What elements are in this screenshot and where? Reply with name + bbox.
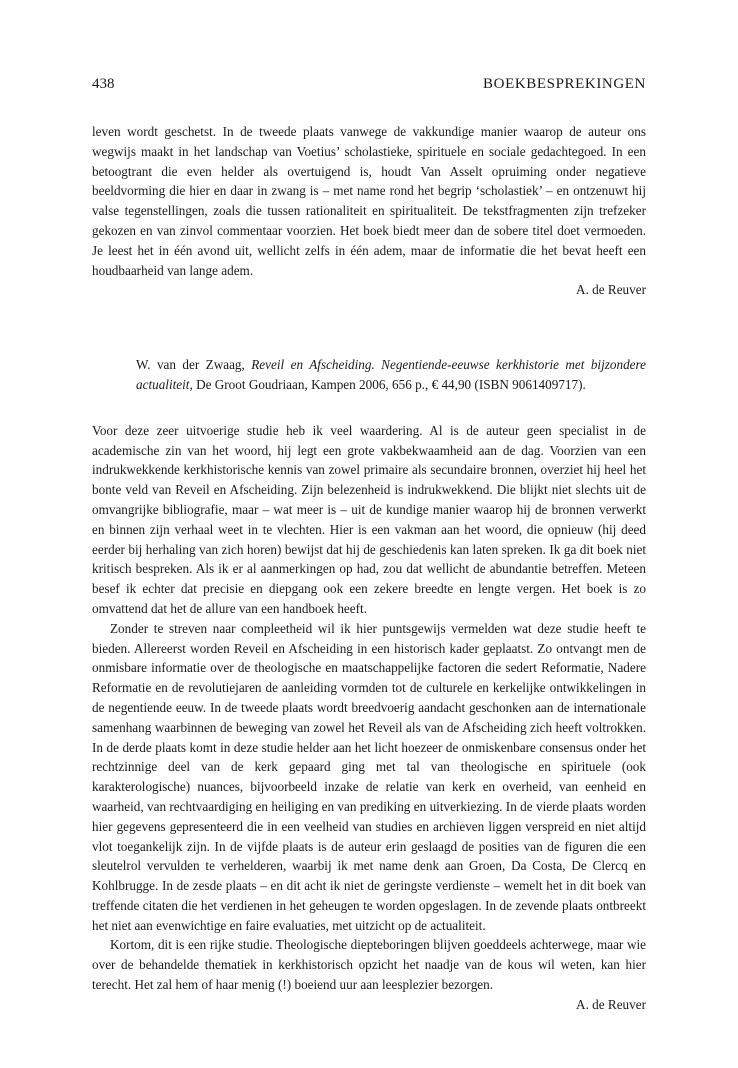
book-citation (92, 355, 646, 395)
section-title: BOEKBESPREKINGEN (483, 76, 646, 92)
review-paragraph-3: Kortom, dit is een rijke studie. Theologische diepteboringen blijven goeddeels achterwege, maar wie over de behandelde thematiek in kerkhistorisch opzicht het naadje van de kous wil weten, kan hier terecht. Het zal hem of haar menig (!) boeiend uur aan leesplezier bezorgen. (92, 937, 646, 993)
page (92, 74, 646, 1015)
page-number: 438 (92, 76, 115, 92)
review-paragraph-1: Voor deze zeer uitvoerige studie heb ik veel waardering. Al is de auteur geen specialist in de academische zin van het woord, hij legt een grote vakbekwaamheid aan de dag. Voorzien van een indrukwekkende kerkhistorische kennis van zowel primaire als secundaire bronnen, overziet hij heel het bonte veld van Reveil en Afscheiding. Zijn belezenheid is indrukwekkend. Die blijkt niet slechts uit de omvangrijke bibliografie, maar – wat meer is – uit de kundige manier waarop hij de bronnen verwerkt en binnen zijn verhaal weet in te vlechten. Hier is een vakman aan het woord, die opnieuw (hij deed eerder bij herhaling van zich horen) bewijst dat hij de geschiedenis kan laten spreken. Ik ga dit boek niet kritisch bespreken. Als ik er al aanmerkingen op had, zou dat wellicht de abundantie betreffen. Meteen besef ik echter dat precisie en diepgang ook een zekere breedte en lengte vergen. Het boek is zo omvattend dat het de allure van een handboek heeft. (92, 422, 646, 616)
citation-title: Reveil en Afscheiding. Negentiende-eeuwse kerkhistorie met bijzondere actualiteit, (136, 357, 647, 392)
review-paragraph-2: Zonder te streven naar compleetheid wil ik hier puntsgewijs vermelden wat deze studie heeft te bieden. Allereerst worden Reveil en Afscheiding in een historisch kader geplaatst. Zo ontvangt men de onmisbare informatie over de theologische en maatschappelijke factoren die sedert Reformatie, Nadere Reformatie en de revolutiejaren de aanleiding vormden tot de culturele en kerkelijke ontwikkelingen in de negentiende eeuw. In de tweede plaats wordt breedvoerig aandacht geschonken aan de internationale samenhang waarbinnen de beweging van zowel het Reveil als van de Afscheiding zich heeft voltrokken. In de derde plaats komt in deze studie helder aan het licht hoezeer de onmiskenbare consensus onder het rechtzinnige deel van de kerk gepaard ging met tal van theologische en spirituele (ook karakterologische) nuances, bijvoorbeeld inzake de relatie van kerk en overheid, van eenheid en waarheid, van rechtvaardiging en heiliging en van prediking en uitverkiezing. In de vierde plaats worden hier gegevens gepresenteerd die in een veelheid van studies en archieven liggen verspreid en niet altijd vlot toegankelijk zijn. In de vijfde plaats is de auteur erin geslaagd de posities van de figuren die een sleutelrol vervulden te verhelderen, waarbij ik met name denk aan Groen, Da Costa, De Clercq en Kohlbrugge. In de zesde plaats – en dit acht ik niet de geringste verdienste – wemelt het in dit boek van treffende citaten die het verdienen in het geheugen te worden opgeslagen. In de zevende plaats ontbreekt het niet aan evenwichtige en faire evaluaties, met uitzicht op de actualiteit. (92, 620, 646, 933)
running-head (92, 74, 646, 94)
previous-review-paragraph: leven wordt geschetst. In de tweede plaats vanwege de vakkundige manier waarop de auteur ons wegwijs maakt in het landschap van Voetius’ scholastieke, spirituele en sociale gedachtegoed. In een betoogtrant die even helder als overtuigend is, houdt Van Asselt opruiming onder negatieve beeldvorming die hier en daar in zwang is – met name rond het begrip ‘scholastiek’ – en ontzenuwt hij valse tegenstellingen, zoals die tussen rationaliteit en spiritualiteit. De tekstfragmenten zijn trefzeker gekozen en van zinvol commentaar voorzien. Het boek biedt meer dan de sobere titel doet vermoeden. Je leest het in één avond uit, wellicht zelfs in één adem, maar de informatie die het bevat heeft een houdbaarheid van lange adem. (92, 124, 646, 278)
review-signature: A. de Reuver (576, 996, 646, 1012)
previous-review-signature: A. de Reuver (576, 282, 646, 298)
citation-publication: De Groot Goudriaan, Kampen 2006, 656 p., € 44,90 (ISBN 9061409717). (196, 376, 586, 392)
citation-author: W. van der Zwaag, (136, 357, 245, 373)
